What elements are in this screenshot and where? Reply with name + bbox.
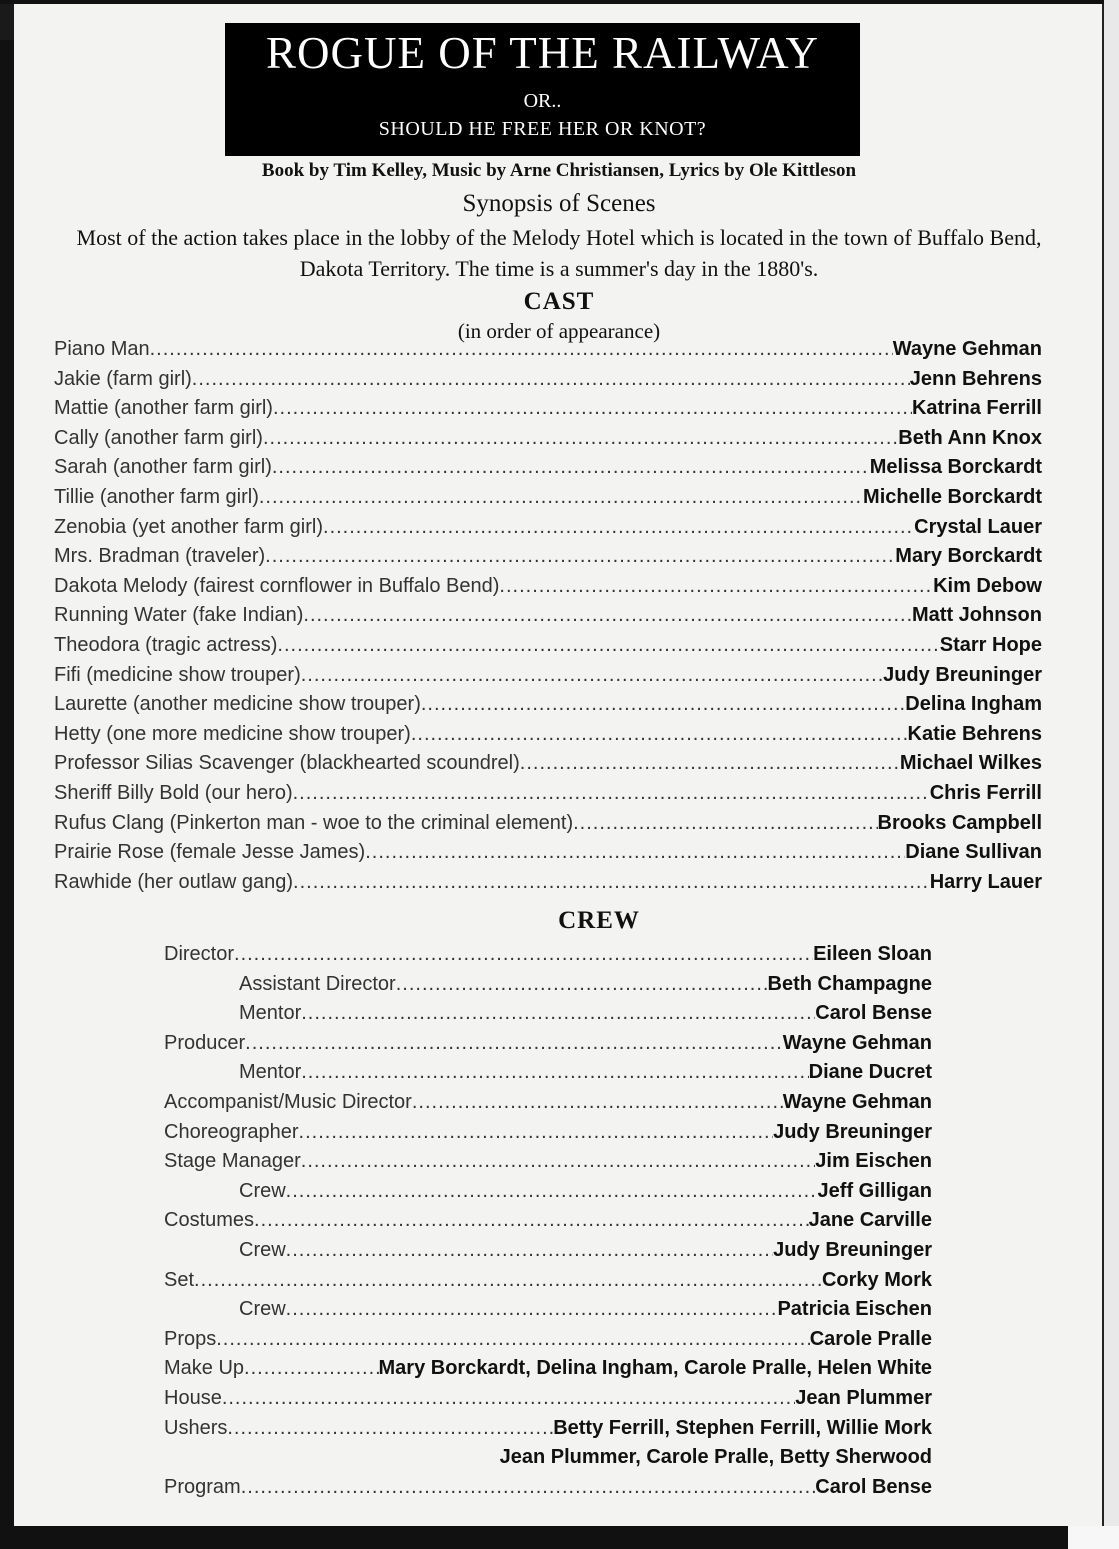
crew-name: Judy Breuninger <box>773 1120 932 1143</box>
cast-row <box>54 722 1042 746</box>
cast-role: Theodora (tragic actress) <box>54 634 278 656</box>
leader-dots <box>286 1238 773 1262</box>
leader-dots <box>245 1031 783 1055</box>
crew-name: Jane Carville <box>808 1209 932 1232</box>
leader-dots <box>293 781 930 805</box>
crew-name: Diane Ducret <box>808 1061 932 1084</box>
cast-role: Dakota Melody (fairest cornflower in Buffalo Bend) <box>54 574 500 597</box>
cast-row <box>54 663 1042 687</box>
crew-row <box>239 1238 932 1262</box>
crew-name: Mary Borckardt, Delina Ingham, Carole Pralle, Helen White <box>378 1357 932 1380</box>
crew-role: Choreographer <box>164 1120 299 1143</box>
leader-dots <box>216 1327 809 1351</box>
cast-name: Delina Ingham <box>905 693 1042 716</box>
cast-name: Mary Borckardt <box>895 545 1042 568</box>
cast-row <box>54 515 1042 539</box>
cast-role: Tillie (another farm girl) <box>54 486 259 508</box>
leader-dots <box>573 811 877 835</box>
synopsis-title: Synopsis of Scenes <box>462 190 656 217</box>
leader-dots <box>273 396 912 420</box>
crew-role: Crew <box>239 1179 286 1202</box>
crew-role: Mentor <box>239 1061 302 1084</box>
cast-row <box>54 544 1042 568</box>
cast-row <box>54 751 1042 775</box>
crew-name: Jean Plummer, Carole Pralle, Betty Sherwood <box>499 1446 932 1469</box>
crew-name: Corky Mork <box>821 1268 932 1291</box>
cast-row <box>54 485 1042 509</box>
crew-name: Jim Eischen <box>815 1150 932 1173</box>
crew-name: Carol Bense <box>815 1475 932 1498</box>
crew-row <box>239 1297 932 1321</box>
crew-role: Costumes <box>164 1209 255 1232</box>
crew-name: Wayne Gehman <box>782 1031 932 1054</box>
crew-role: Accompanist/Music Director <box>164 1091 412 1113</box>
cast-name: Wayne Gehman <box>892 338 1042 360</box>
cast-name: Katie Behrens <box>907 722 1042 745</box>
leader-dots <box>227 1416 553 1440</box>
crew-row <box>164 1208 932 1232</box>
leader-dots <box>222 1386 795 1410</box>
leader-dots <box>234 942 813 966</box>
cast-name: Kim Debow <box>933 574 1042 597</box>
crew-name: Judy Breuninger <box>773 1239 932 1261</box>
right-margin <box>1104 0 1119 1549</box>
cast-row <box>54 840 1042 864</box>
crew-role: Stage Manager <box>164 1150 301 1173</box>
crew-name: Betty Ferrill, Stephen Ferrill, Willie Mork <box>553 1416 932 1439</box>
leader-dots <box>241 1475 816 1499</box>
crew-name: Eileen Sloan <box>813 943 932 965</box>
title-banner <box>225 23 860 156</box>
crew-name: Patricia Eischen <box>777 1298 932 1321</box>
crew-name: Jeff Gilligan <box>817 1179 932 1202</box>
leader-dots <box>412 1090 783 1114</box>
leader-dots <box>272 455 870 479</box>
cast-subheading: (in order of appearance) <box>457 319 661 343</box>
cast-row <box>54 337 1042 361</box>
cast-name: Chris Ferrill <box>929 782 1042 804</box>
leader-dots <box>259 485 863 509</box>
cast-role: Hetty (one more medicine show trouper) <box>54 722 411 745</box>
crew-role: Props <box>164 1327 217 1350</box>
crew-row <box>164 1031 932 1055</box>
crew-role: Program <box>164 1475 241 1498</box>
show-subtitle-or: OR.. <box>523 90 562 112</box>
crew-name: Carol Bense <box>815 1002 932 1025</box>
cast-name: Katrina Ferrill <box>911 397 1042 420</box>
cast-name: Melissa Borckardt <box>869 456 1042 479</box>
crew-name: Carole Pralle <box>809 1327 932 1350</box>
crew-row <box>164 1356 932 1380</box>
cast-role: Mrs. Bradman (traveler) <box>54 545 266 568</box>
cast-name: Michelle Borckardt <box>863 486 1042 508</box>
crew-row <box>164 1120 932 1144</box>
crew-name: Wayne Gehman <box>782 1091 932 1113</box>
leader-dots <box>499 574 933 598</box>
cast-row <box>54 574 1042 598</box>
crew-role: Set <box>164 1268 195 1291</box>
show-subtitle: SHOULD HE FREE HER OR KNOT? <box>378 118 707 140</box>
leader-dots <box>301 1060 808 1084</box>
cast-name: Michael Wilkes <box>899 752 1042 775</box>
crew-name: Beth Champagne <box>767 972 932 995</box>
leader-dots <box>299 1120 774 1144</box>
cast-name: Diane Sullivan <box>905 841 1042 864</box>
crew-role: House <box>164 1387 222 1409</box>
leader-dots <box>254 1208 809 1232</box>
cast-role: Jakie (farm girl) <box>54 367 192 390</box>
crew-role: Director <box>164 943 235 965</box>
cast-name: Judy Breuninger <box>883 663 1042 686</box>
cast-role: Piano Man <box>54 338 150 360</box>
cast-row <box>54 692 1042 716</box>
cast-name: Beth Ann Knox <box>898 426 1042 449</box>
leader-dots <box>192 367 910 391</box>
leader-dots <box>421 692 905 716</box>
cast-name: Brooks Campbell <box>877 811 1042 834</box>
cast-name: Crystal Lauer <box>914 515 1042 538</box>
crew-role: Ushers <box>164 1416 228 1439</box>
cast-role: Sheriff Billy Bold (our hero) <box>54 782 293 804</box>
cast-role: Fifi (medicine show trouper) <box>54 663 301 686</box>
leader-dots <box>244 1356 378 1380</box>
crew-row <box>239 1060 932 1084</box>
cast-role: Professor Silias Scavenger (blackhearted scoundrel) <box>54 752 520 775</box>
leader-dots <box>303 603 912 627</box>
cast-role: Rufus Clang (Pinkerton man - woe to the criminal element) <box>54 811 574 834</box>
cast-role: Zenobia (yet another farm girl) <box>54 515 324 538</box>
cast-row <box>54 426 1042 450</box>
cast-row <box>54 811 1042 835</box>
crew-role: Make Up <box>164 1357 245 1380</box>
leader-dots <box>301 1149 816 1173</box>
crew-role: Mentor <box>239 1002 302 1025</box>
cast-role: Rawhide (her outlaw gang) <box>54 870 294 893</box>
crew-row <box>164 1416 932 1440</box>
cast-row <box>54 870 1042 894</box>
leader-dots <box>286 1297 778 1321</box>
cast-name: Starr Hope <box>939 634 1042 656</box>
crew-row <box>239 1179 932 1203</box>
leader-dots <box>301 663 883 687</box>
leader-dots <box>150 337 893 361</box>
crew-row <box>164 1386 932 1410</box>
leader-dots <box>263 426 898 450</box>
leader-dots <box>520 751 900 775</box>
cast-role: Cally (another farm girl) <box>54 426 263 449</box>
bottom-right-margin <box>1068 1526 1119 1549</box>
crew-row <box>164 1090 932 1114</box>
cast-row <box>54 455 1042 479</box>
cast-heading: CAST <box>523 288 595 315</box>
cast-row <box>54 603 1042 627</box>
crew-role: Crew <box>239 1298 286 1321</box>
crew-role: Assistant Director <box>239 972 396 995</box>
leader-dots <box>411 722 908 746</box>
cast-row <box>54 396 1042 420</box>
cast-row <box>54 367 1042 391</box>
crew-row <box>164 1327 932 1351</box>
leader-dots <box>286 1179 818 1203</box>
crew-row <box>239 1001 932 1025</box>
cast-row <box>54 633 1042 657</box>
crew-role: Crew <box>239 1239 286 1261</box>
cast-role: Running Water (fake Indian) <box>54 604 304 627</box>
crew-name: Jean Plummer <box>795 1387 932 1409</box>
authors-credits: Book by Tim Kelley, Music by Arne Christiansen, Lyrics by Ole Kittleson <box>261 160 857 181</box>
crew-row <box>164 1475 932 1499</box>
bottom-border <box>0 1526 1119 1549</box>
program-page <box>14 4 1104 1526</box>
crew-row <box>164 1149 932 1173</box>
crew-row <box>239 972 932 996</box>
leader-dots <box>277 633 939 657</box>
crew-row <box>164 1268 932 1292</box>
cast-name: Harry Lauer <box>929 870 1042 893</box>
leader-dots <box>323 515 914 539</box>
cast-role: Prairie Rose (female Jesse James) <box>54 841 366 864</box>
cast-role: Laurette (another medicine show trouper) <box>54 693 421 716</box>
leader-dots <box>293 870 930 894</box>
crew-role: Producer <box>164 1031 246 1054</box>
cast-role: Mattie (another farm girl) <box>54 397 273 420</box>
leader-dots <box>301 1001 815 1025</box>
crew-heading: CREW <box>558 907 640 934</box>
leader-dots <box>265 544 895 568</box>
synopsis-text: Most of the action takes place in the lobby of the Melody Hotel which is located in the town of Buffalo Bend, Dakota Territory. The time is a summer's day in the 1880's. <box>76 225 1042 281</box>
leader-dots <box>396 972 768 996</box>
crew-row <box>164 942 932 966</box>
leader-dots <box>194 1268 822 1292</box>
cast-name: Jenn Behrens <box>909 367 1042 390</box>
cast-name: Matt Johnson <box>912 604 1042 627</box>
show-title: ROGUE OF THE RAILWAY <box>266 28 819 78</box>
cast-row <box>54 781 1042 805</box>
crew-row <box>164 1445 932 1469</box>
cast-role: Sarah (another farm girl) <box>54 456 272 479</box>
left-border <box>0 40 14 1549</box>
leader-dots <box>365 840 905 864</box>
